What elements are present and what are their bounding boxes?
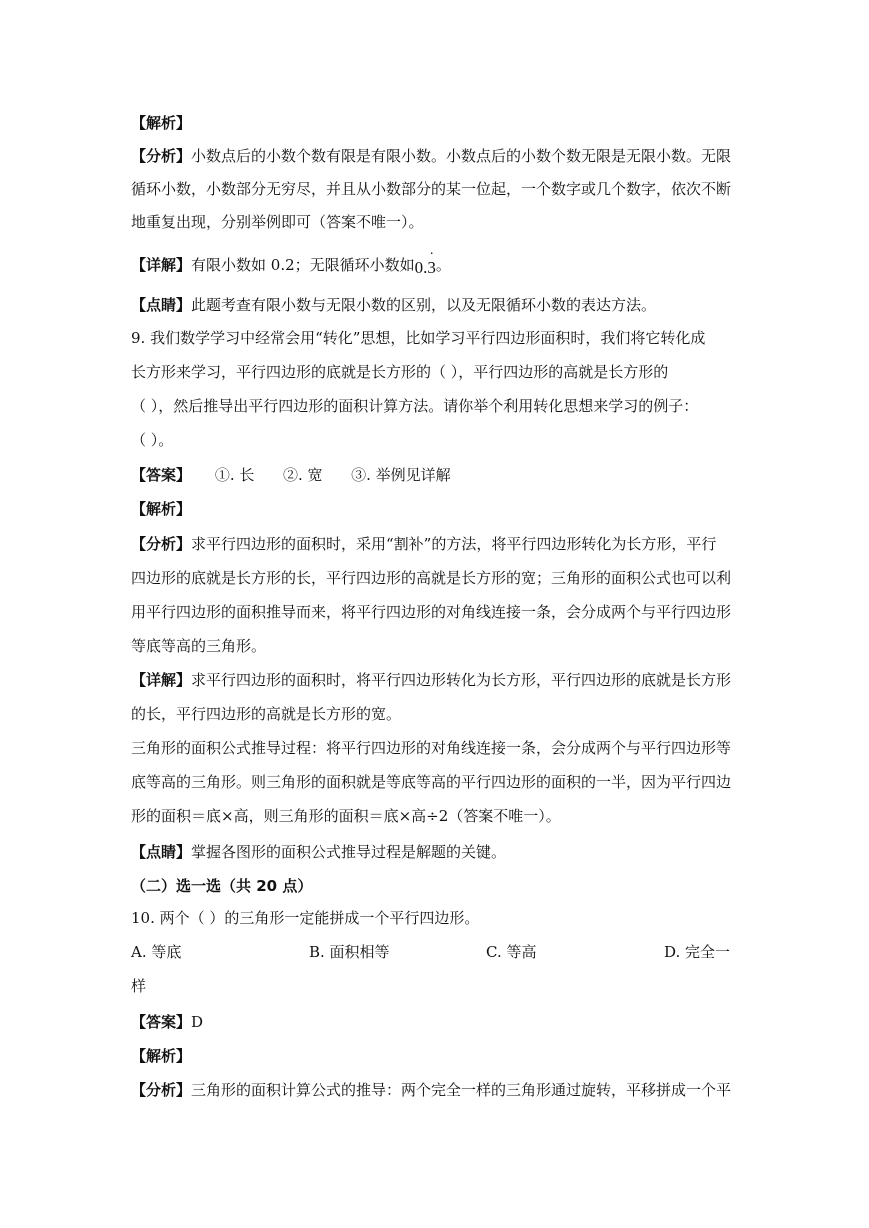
answer-tag: 【答案】: [131, 1013, 192, 1031]
question-line: （ ）。: [131, 431, 174, 449]
detail-tag: 【详解】: [131, 256, 192, 274]
paragraph-line: 形的面积＝底×高，则三角形的面积＝底×高÷2（答案不唯一）。: [131, 807, 561, 825]
text: 三角形的面积计算公式的推导：两个完全一样的三角形通过旋转，平移拼成一个平: [191, 1081, 732, 1099]
analysis-heading: 【解析】: [131, 1047, 192, 1065]
paragraph-line: 四边形的底就是长方形的长，平行四边形的高就是长方形的宽；三角形的面积公式也可以利: [131, 569, 732, 587]
comment-tag: 【点睛】: [131, 843, 192, 861]
text: 有限小数如 0.2；无限循环小数如: [191, 256, 415, 274]
paragraph-line: [131, 1080, 731, 1100]
paragraph-line: 等底等高的三角形。: [131, 637, 267, 655]
answer-line: [131, 465, 451, 485]
question-line: 9. 我们数学学习中经常会用“转化”思想，比如学习平行四边形面积时，我们将它转化成: [131, 329, 706, 347]
text: 此题考查有限小数与无限小数的区别，以及无限循环小数的表达方法。: [191, 296, 657, 314]
question-line: 10. 两个（ ）的三角形一定能拼成一个平行四边形。: [131, 909, 480, 927]
paragraph-line: [131, 295, 656, 315]
answer-tag: 【答案】: [131, 466, 192, 484]
option-a: A. 等底: [131, 943, 182, 961]
paragraph-line: [131, 670, 731, 690]
analysis-tag: 【分析】: [131, 147, 192, 165]
question-line: （ ），然后推导出平行四边形的面积计算方法。请你举个利用转化思想来学习的例子：: [131, 397, 699, 415]
text: 求平行四边形的面积时，采用“割补”的方法，将平行四边形转化为长方形，平行: [191, 535, 717, 553]
text: 求平行四边形的面积时，将平行四边形转化为长方形，平行四边形的底就是长方形: [191, 671, 732, 689]
detail-tag: 【详解】: [131, 671, 192, 689]
text: 掌握各图形的面积公式推导过程是解题的关键。: [191, 843, 507, 861]
comment-tag: 【点睛】: [131, 296, 192, 314]
answer-line: [131, 1012, 203, 1032]
analysis-tag: 【分析】: [131, 1081, 192, 1099]
text: ①. 长 ②. 宽 ③. 举例见详解: [191, 466, 451, 484]
text: D: [191, 1013, 204, 1031]
text: 小数点后的小数个数有限是有限小数。小数点后的小数个数无限是无限小数。无限: [191, 147, 732, 165]
section-heading: （二）选一选（共 20 点）: [131, 877, 313, 895]
paragraph-line: 底等高的三角形。则三角形的面积就是等底等高的平行四边形的面积的一半，因为平行四边: [131, 773, 732, 791]
decimal-part: 0.: [414, 258, 428, 277]
option-d-continued: 样: [131, 977, 147, 995]
paragraph-line: 地重复出现，分别举例即可（答案不唯一）。: [131, 213, 424, 231]
repeating-digit: 3 ·: [427, 258, 436, 277]
paragraph-line: 的长，平行四边形的高就是长方形的宽。: [131, 705, 402, 723]
paragraph-line: 循环小数，小数部分无穷尽，并且从小数部分的某一位起，一个数字或几个数字，依次不断: [131, 180, 732, 198]
text: 。: [435, 256, 451, 274]
option-c: C. 等高: [486, 943, 537, 961]
analysis-heading: 【解析】: [131, 500, 192, 518]
option-d: D. 完全一: [664, 943, 731, 961]
paragraph-line: [131, 842, 506, 862]
analysis-tag: 【分析】: [131, 535, 192, 553]
paragraph-line: [131, 146, 731, 166]
paragraph-line: 用平行四边形的面积推导而来，将平行四边形的对角线连接一条，会分成两个与平行四边形: [131, 603, 732, 621]
paragraph-line: [131, 534, 716, 554]
analysis-heading: 【解析】: [131, 114, 192, 132]
repeating-decimal: [415, 258, 436, 277]
question-line: 长方形来学习，平行四边形的底就是长方形的（ ），平行四边形的高就是长方形的: [131, 363, 669, 381]
paragraph-line: [131, 255, 451, 275]
option-b: B. 面积相等: [309, 943, 390, 961]
paragraph-line: 三角形的面积公式推导过程：将平行四边形的对角线连接一条，会分成两个与平行四边形等: [131, 739, 732, 757]
